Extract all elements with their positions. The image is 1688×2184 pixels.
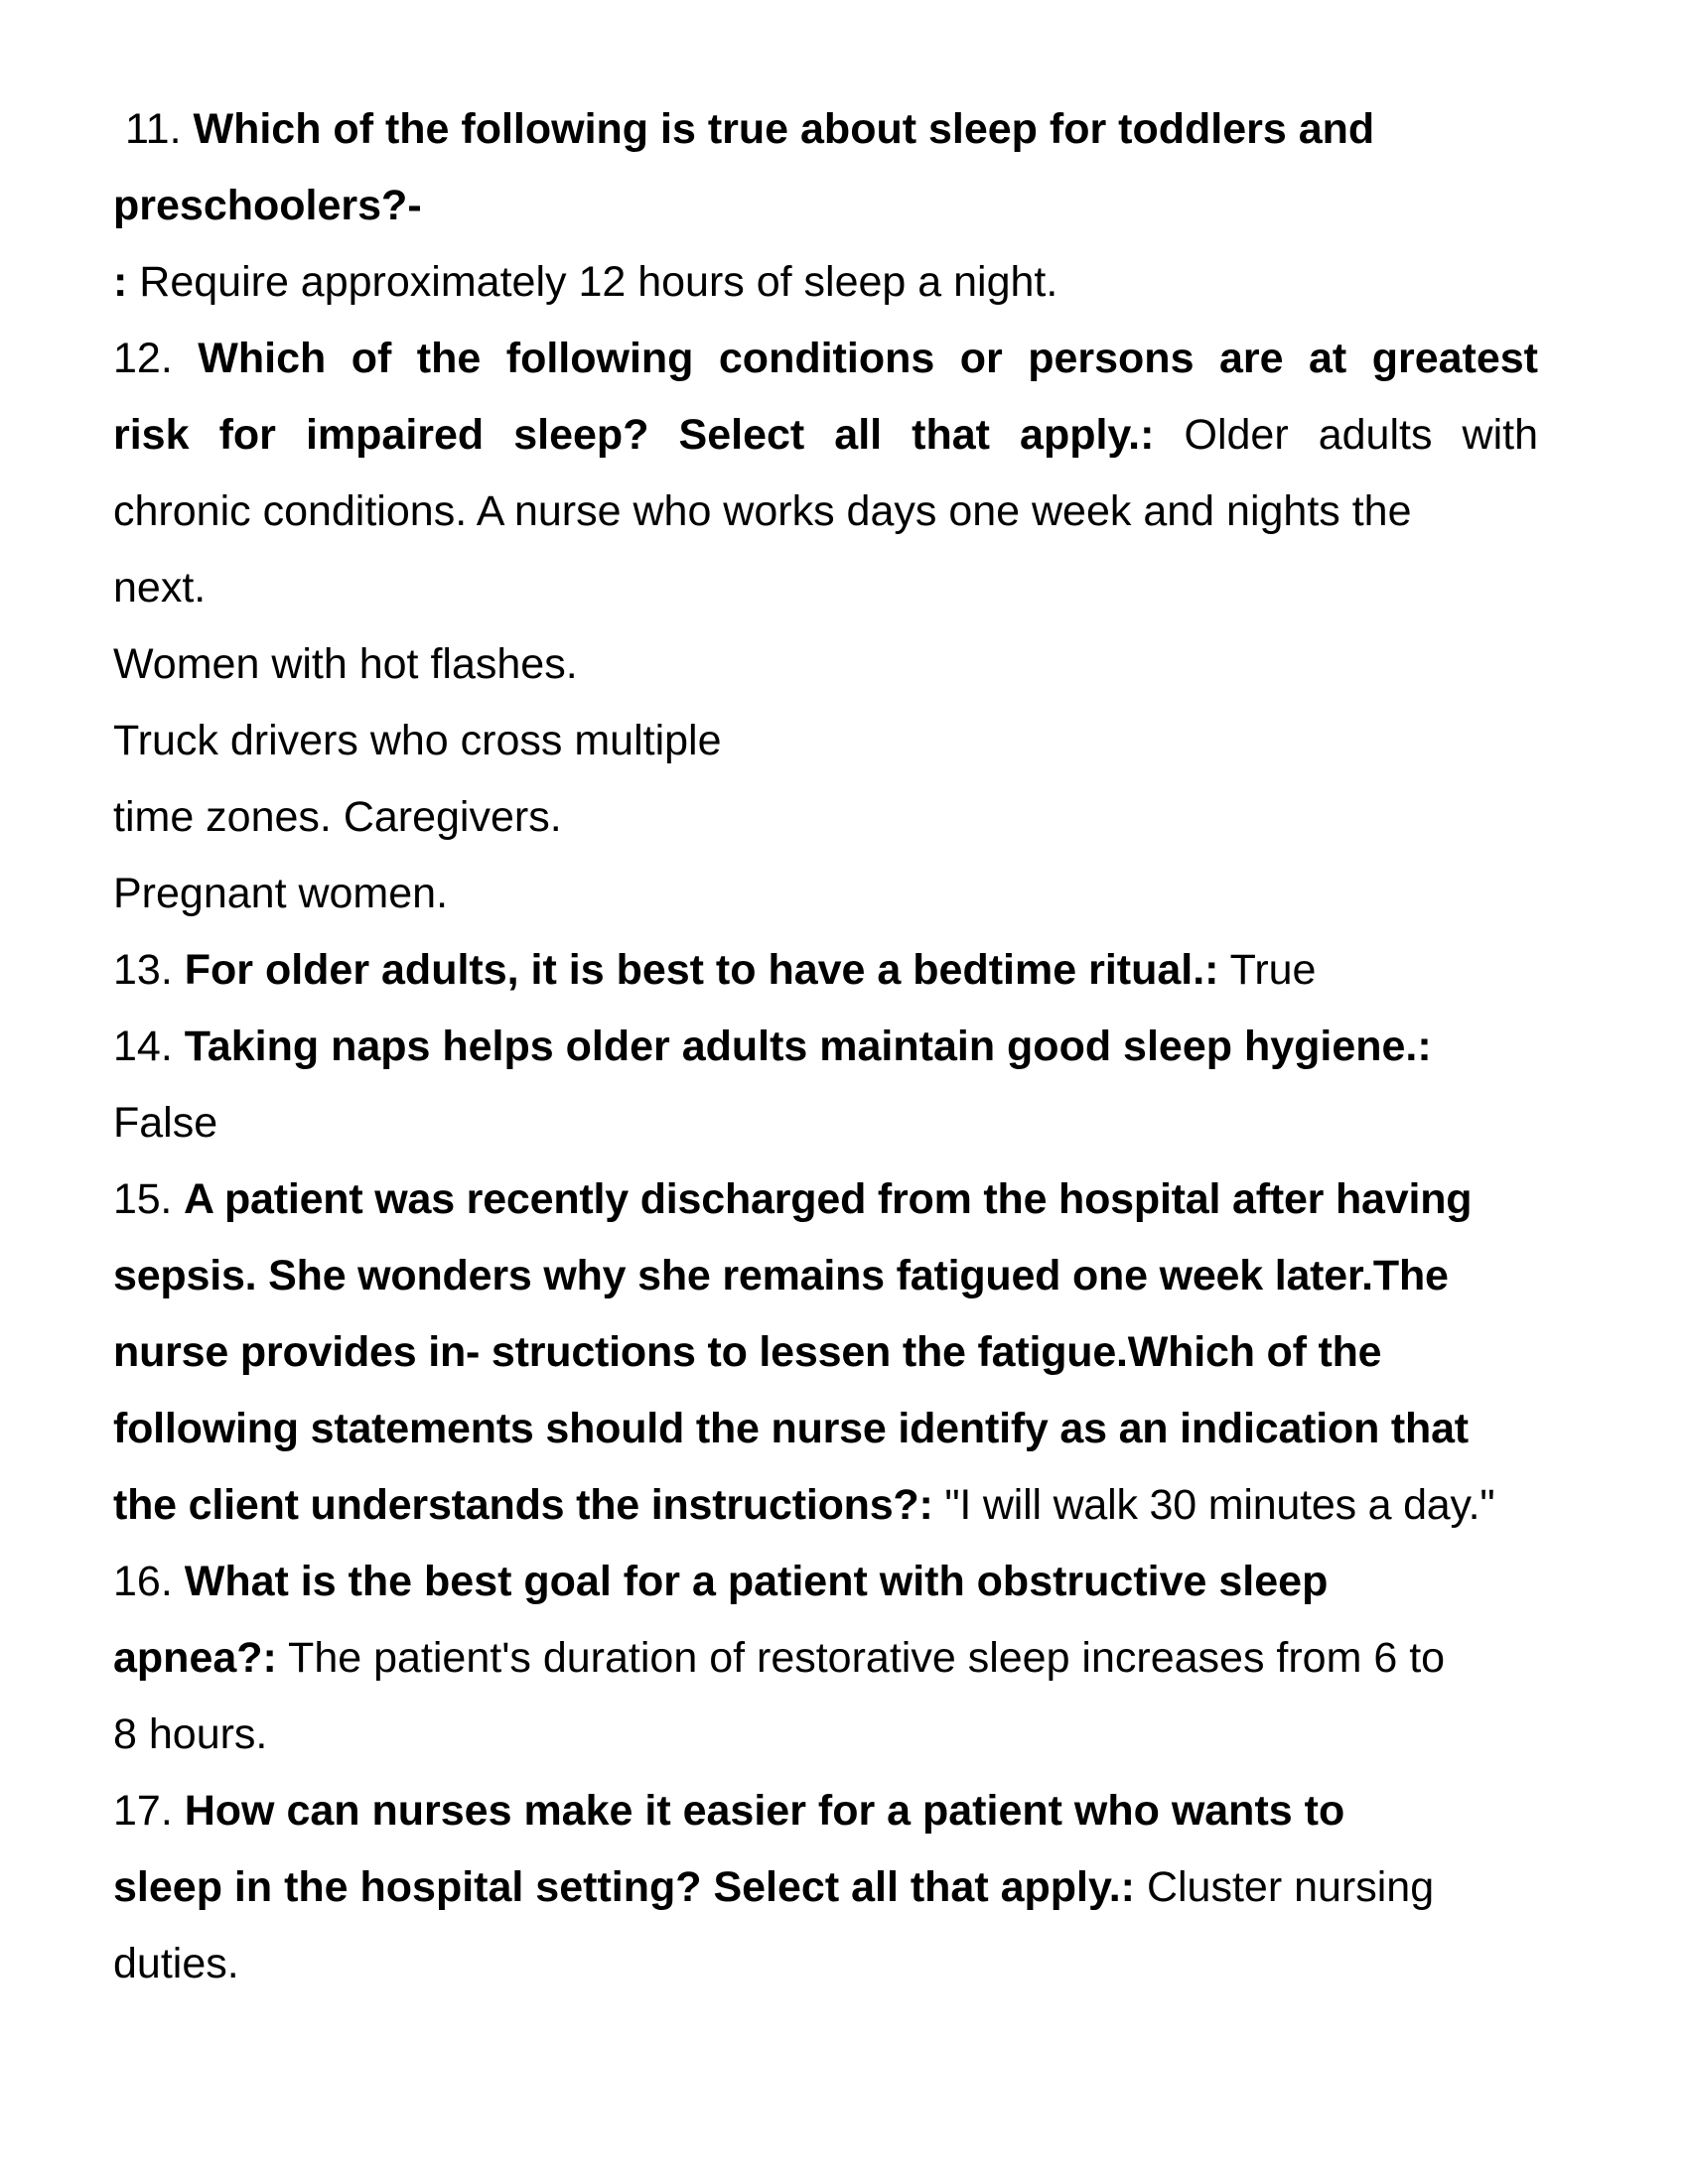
q17-line-1	[113, 1773, 1553, 1849]
q16-answer-line-2	[113, 1697, 1553, 1773]
q12-answer-line-5	[113, 703, 1553, 779]
q11-question-part-1: Which of the following is true about sleep for toddlers and	[193, 105, 1375, 153]
q11-question-part-2: preschoolers?-	[113, 182, 422, 229]
q12-line-1	[113, 321, 1538, 397]
q16-line-2	[113, 1620, 1553, 1697]
q15-line-3	[113, 1314, 1553, 1391]
q12-answer-part-6: time zones. Caregivers.	[113, 793, 562, 841]
q12-answer-part-4: Women with hot flashes.	[113, 640, 578, 688]
q15-number: 15.	[113, 1175, 173, 1223]
q17-answer-part-2: duties.	[113, 1940, 239, 1987]
q14-question: Taking naps helps older adults maintain good sleep hygiene.:	[184, 1023, 1432, 1070]
q11-number: 11.	[124, 105, 182, 153]
q15-question-part-4: following statements should the nurse identify as an indication that	[113, 1405, 1469, 1452]
q12-answer-line-6	[113, 779, 1553, 856]
q12-question-part-1: Which of the following conditions or persons are at greatest	[198, 335, 1538, 382]
q12-answer-line-3	[113, 550, 1553, 626]
q16-number: 16.	[113, 1558, 173, 1605]
q17-line-2	[113, 1849, 1553, 1926]
q15-line-2	[113, 1238, 1553, 1314]
q15-line-5	[113, 1467, 1553, 1544]
q12-number: 12.	[113, 335, 173, 382]
q12-answer-part-5: Truck drivers who cross multiple	[113, 717, 722, 764]
q13-line	[113, 932, 1553, 1009]
q14-answer-line	[113, 1085, 1553, 1161]
q17-answer-line-2	[113, 1926, 1553, 2002]
q12-answer-line-2	[113, 474, 1553, 550]
q14-line	[113, 1009, 1553, 1085]
q12-question-part-2: risk for impaired sleep? Select all that apply.:	[113, 411, 1155, 459]
q12-answer-part-1: Older adults with	[1184, 411, 1538, 459]
q14-number: 14.	[113, 1023, 173, 1070]
q14-answer: False	[113, 1099, 218, 1147]
q15-line-1	[113, 1161, 1553, 1238]
q11-line-2	[113, 168, 1553, 244]
q16-line-1	[113, 1544, 1553, 1620]
q11-line-1	[113, 91, 1553, 168]
q15-question-part-1: A patient was recently discharged from the hospital after having	[183, 1175, 1473, 1223]
q13-answer: True	[1229, 946, 1317, 994]
q11-answer: Require approximately 12 hours of sleep a night.	[139, 258, 1058, 306]
q15-question-part-2: sepsis. She wonders why she remains fatigued one week later.The	[113, 1252, 1449, 1299]
q16-question-part-1: What is the best goal for a patient with obstructive sleep	[184, 1558, 1329, 1605]
q12-answer-part-3: next.	[113, 564, 207, 612]
q15-answer: "I will walk 30 minutes a day."	[944, 1481, 1495, 1529]
q15-line-4	[113, 1391, 1553, 1467]
q12-answer-part-7: Pregnant women.	[113, 870, 449, 917]
q17-answer-part-1: Cluster nursing	[1146, 1863, 1435, 1911]
q13-number: 13.	[113, 946, 173, 994]
q12-line-2	[113, 397, 1538, 474]
q17-question-part-1: How can nurses make it easier for a patient who wants to	[184, 1787, 1345, 1835]
q15-question-part-5: the client understands the instructions?:	[113, 1481, 933, 1529]
q11-answer-marker: :	[113, 258, 128, 306]
document-page	[113, 91, 1553, 2002]
q12-answer-line-7	[113, 856, 1553, 932]
q12-answer-part-2: chronic conditions. A nurse who works days one week and nights the	[113, 487, 1412, 535]
q16-answer-part-1: The patient's duration of restorative sleep increases from 6 to	[288, 1634, 1446, 1682]
q17-number: 17.	[113, 1787, 173, 1835]
q16-question-part-2: apnea?:	[113, 1634, 277, 1682]
q15-question-part-3: nurse provides in- structions to lessen the fatigue.Which of the	[113, 1328, 1382, 1376]
q16-answer-part-2: 8 hours.	[113, 1710, 268, 1758]
q13-question: For older adults, it is best to have a bedtime ritual.:	[184, 946, 1219, 994]
q12-answer-line-4	[113, 626, 1553, 703]
q11-answer-line	[113, 244, 1553, 321]
q17-question-part-2: sleep in the hospital setting? Select all that apply.:	[113, 1863, 1135, 1911]
